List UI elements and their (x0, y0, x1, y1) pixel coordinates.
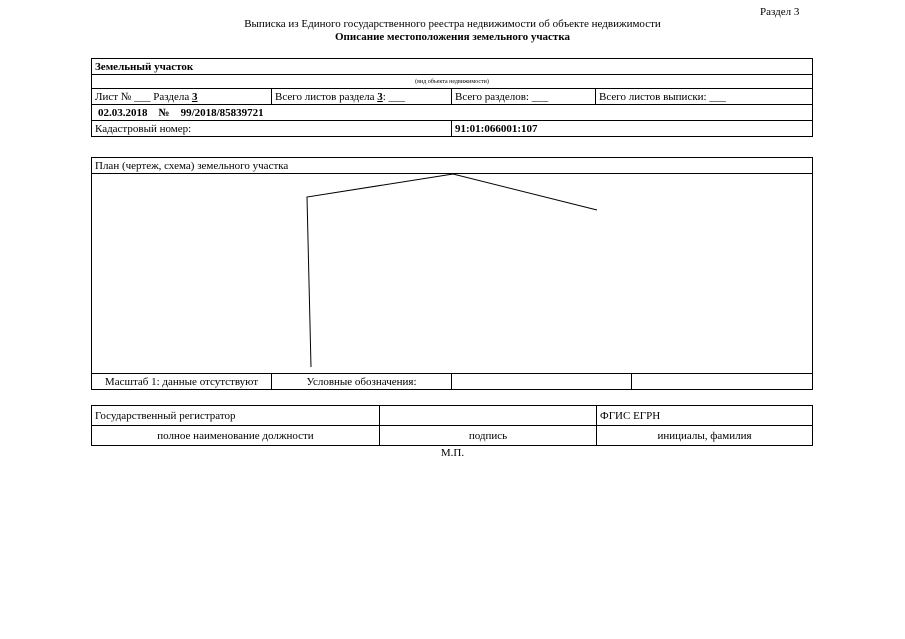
section-label: Раздел 3 (760, 6, 800, 18)
object-type-caption: (вид объекта недвижимости) (92, 75, 813, 89)
object-type: Земельный участок (92, 59, 813, 75)
document-date: 02.03.2018 (98, 106, 148, 119)
document-number: 99/2018/85839721 (180, 106, 264, 119)
document-subtitle: Описание местоположения земельного участка (334, 31, 571, 43)
sheet-number-value: 3 (192, 90, 198, 103)
scale-label: Масштаб 1: данные отсутствуют (92, 374, 272, 390)
legend-label: Условные обозначения: (272, 374, 452, 390)
registrar-signature (380, 406, 597, 426)
sheets-in-section-value: 3 (377, 90, 383, 103)
signature-table (91, 405, 813, 446)
position-caption: полное наименование должности (92, 426, 380, 446)
registrar-position: Государственный регистратор (92, 406, 380, 426)
cadastral-number: 91:01:066001:107 (452, 121, 813, 137)
document-title: Выписка из Единого государственного реестра недвижимости об объекте недвижимости (244, 18, 661, 30)
sheets-in-section-label: Всего листов раздела (275, 90, 375, 103)
registrar-name: ФГИС ЕГРН (597, 406, 813, 426)
total-sections: Всего разделов: ___ (452, 89, 596, 105)
total-sheets: Всего листов выписки: ___ (596, 89, 813, 105)
sheet-number-label: Лист № ___ Раздела (95, 90, 190, 103)
plan-title: План (чертеж, схема) земельного участка (92, 158, 813, 174)
name-caption: инициалы, фамилия (597, 426, 813, 446)
cadastral-label: Кадастровый номер: (92, 121, 452, 137)
sheets-in-section-suffix: : ___ (382, 90, 406, 103)
number-label: № (158, 106, 170, 119)
plot-boundary-line (307, 174, 597, 367)
stamp-label: М.П. (440, 447, 465, 459)
signature-caption: подпись (380, 426, 597, 446)
